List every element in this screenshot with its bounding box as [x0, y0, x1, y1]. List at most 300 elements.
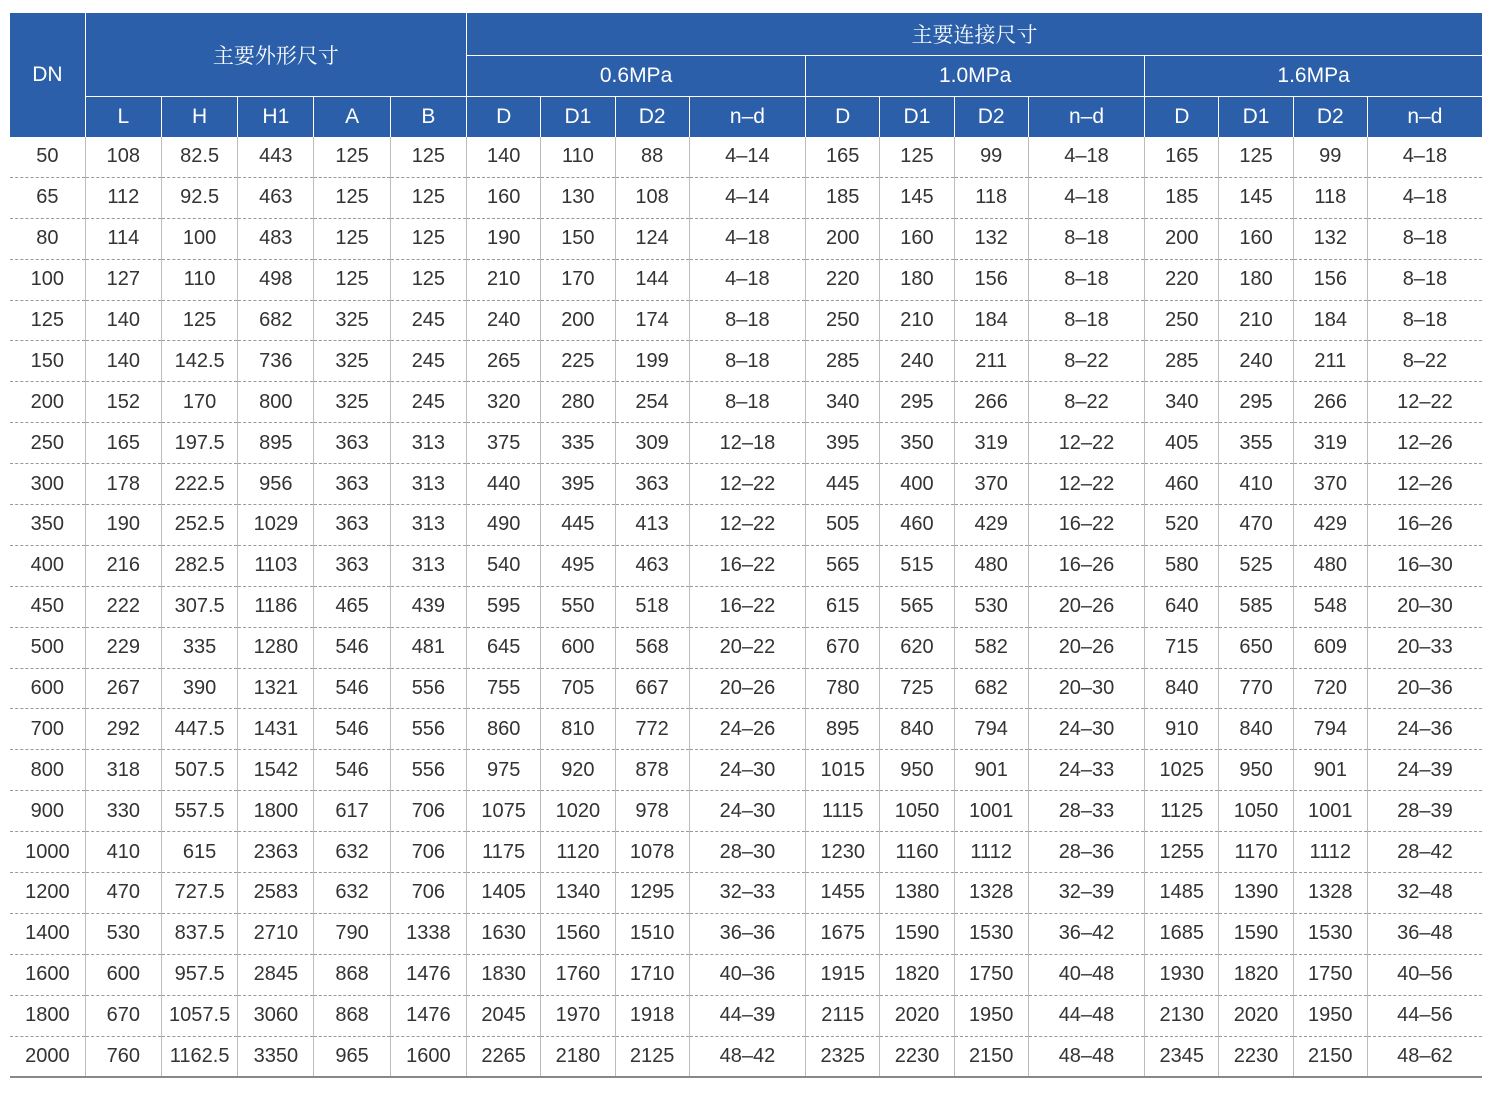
table-cell: 978 — [615, 791, 689, 832]
table-cell: 565 — [806, 545, 880, 586]
table-cell: 465 — [314, 586, 390, 627]
table-cell: 245 — [390, 341, 466, 382]
table-cell: 132 — [954, 218, 1028, 259]
table-cell: 2710 — [238, 913, 314, 954]
table-cell: 1230 — [806, 832, 880, 873]
table-cell: 1820 — [1219, 954, 1293, 995]
table-cell: 88 — [615, 137, 689, 177]
table-row — [10, 137, 1482, 177]
table-cell: 546 — [314, 709, 390, 750]
cell-dn: 350 — [10, 505, 85, 546]
table-cell: 443 — [238, 137, 314, 177]
table-cell: 1950 — [1293, 995, 1367, 1036]
table-header — [10, 13, 1482, 137]
table-cell: 8–18 — [1028, 218, 1144, 259]
table-cell: 670 — [85, 995, 161, 1036]
table-cell: 170 — [161, 382, 237, 423]
table-cell: 1830 — [467, 954, 541, 995]
table-cell: 1328 — [954, 873, 1028, 914]
cell-dn: 50 — [10, 137, 85, 177]
table-cell: 2230 — [880, 1036, 954, 1077]
table-cell: 99 — [954, 137, 1028, 177]
table-cell: 363 — [314, 505, 390, 546]
table-cell: 755 — [467, 668, 541, 709]
table-cell: 1560 — [541, 913, 615, 954]
table-cell: 124 — [615, 218, 689, 259]
table-row — [10, 259, 1482, 300]
table-cell: 210 — [467, 259, 541, 300]
table-cell: 313 — [390, 423, 466, 464]
table-cell: 1120 — [541, 832, 615, 873]
table-cell: 211 — [1293, 341, 1367, 382]
header-col-d1: D1 — [541, 97, 615, 138]
table-cell: 2583 — [238, 873, 314, 914]
table-cell: 2125 — [615, 1036, 689, 1077]
table-cell: 125 — [390, 259, 466, 300]
table-cell: 1710 — [615, 954, 689, 995]
table-cell: 335 — [541, 423, 615, 464]
table-cell: 490 — [467, 505, 541, 546]
table-cell: 1590 — [1219, 913, 1293, 954]
table-cell: 682 — [954, 668, 1028, 709]
table-cell: 2345 — [1145, 1036, 1219, 1077]
table-cell: 810 — [541, 709, 615, 750]
table-cell: 99 — [1293, 137, 1367, 177]
table-cell: 245 — [390, 382, 466, 423]
table-cell: 1455 — [806, 873, 880, 914]
table-cell: 480 — [1293, 545, 1367, 586]
table-cell: 36–48 — [1367, 913, 1482, 954]
table-cell: 20–36 — [1367, 668, 1482, 709]
table-cell: 28–42 — [1367, 832, 1482, 873]
header-col-h: H — [161, 97, 237, 138]
table-cell: 760 — [85, 1036, 161, 1077]
table-cell: 4–18 — [1367, 177, 1482, 218]
table-cell: 24–33 — [1028, 750, 1144, 791]
table-cell: 307.5 — [161, 586, 237, 627]
table-row — [10, 832, 1482, 873]
table-cell: 8–18 — [1367, 300, 1482, 341]
table-cell: 200 — [541, 300, 615, 341]
table-cell: 112 — [85, 177, 161, 218]
table-cell: 12–26 — [1367, 464, 1482, 505]
table-cell: 330 — [85, 791, 161, 832]
cell-dn: 1600 — [10, 954, 85, 995]
header-col-d: D — [1145, 97, 1219, 138]
table-row — [10, 791, 1482, 832]
header-col-a: A — [314, 97, 390, 138]
table-cell: 950 — [1219, 750, 1293, 791]
table-row — [10, 668, 1482, 709]
table-cell: 530 — [85, 913, 161, 954]
table-cell: 600 — [85, 954, 161, 995]
table-cell: 100 — [161, 218, 237, 259]
header-col-n-d: n–d — [689, 97, 805, 138]
table-cell: 340 — [1145, 382, 1219, 423]
table-cell: 615 — [806, 586, 880, 627]
table-cell: 1050 — [1219, 791, 1293, 832]
table-cell: 185 — [1145, 177, 1219, 218]
table-cell: 1075 — [467, 791, 541, 832]
table-cell: 313 — [390, 464, 466, 505]
table-cell: 525 — [1219, 545, 1293, 586]
table-cell: 132 — [1293, 218, 1367, 259]
table-cell: 595 — [467, 586, 541, 627]
table-row — [10, 464, 1482, 505]
table-cell: 609 — [1293, 627, 1367, 668]
header-pressure-0-6: 0.6MPa — [467, 56, 806, 97]
table-cell: 901 — [954, 750, 1028, 791]
cell-dn: 80 — [10, 218, 85, 259]
table-cell: 140 — [85, 341, 161, 382]
table-cell: 160 — [1219, 218, 1293, 259]
table-cell: 165 — [1145, 137, 1219, 177]
table-cell: 12–22 — [1028, 464, 1144, 505]
table-cell: 800 — [238, 382, 314, 423]
table-cell: 1175 — [467, 832, 541, 873]
table-cell: 1328 — [1293, 873, 1367, 914]
table-cell: 1162.5 — [161, 1036, 237, 1077]
table-cell: 520 — [1145, 505, 1219, 546]
table-cell: 895 — [806, 709, 880, 750]
table-cell: 140 — [467, 137, 541, 177]
table-cell: 363 — [314, 464, 390, 505]
table-cell: 445 — [806, 464, 880, 505]
header-col-d1: D1 — [880, 97, 954, 138]
table-row — [10, 177, 1482, 218]
table-cell: 557.5 — [161, 791, 237, 832]
cell-dn: 65 — [10, 177, 85, 218]
table-row — [10, 300, 1482, 341]
cell-dn: 600 — [10, 668, 85, 709]
table-cell: 615 — [161, 832, 237, 873]
table-cell: 440 — [467, 464, 541, 505]
table-cell: 582 — [954, 627, 1028, 668]
header-dn: DN — [10, 13, 85, 137]
table-cell: 295 — [880, 382, 954, 423]
table-cell: 1125 — [1145, 791, 1219, 832]
table-cell: 32–48 — [1367, 873, 1482, 914]
table-cell: 1800 — [238, 791, 314, 832]
table-cell: 670 — [806, 627, 880, 668]
table-cell: 546 — [314, 627, 390, 668]
table-cell: 32–39 — [1028, 873, 1144, 914]
table-cell: 1170 — [1219, 832, 1293, 873]
table-cell: 309 — [615, 423, 689, 464]
table-cell: 125 — [390, 137, 466, 177]
table-cell: 580 — [1145, 545, 1219, 586]
table-cell: 110 — [541, 137, 615, 177]
table-cell: 174 — [615, 300, 689, 341]
table-cell: 48–42 — [689, 1036, 805, 1077]
table-cell: 1600 — [390, 1036, 466, 1077]
table-cell: 184 — [954, 300, 1028, 341]
table-cell: 840 — [1145, 668, 1219, 709]
table-cell: 160 — [880, 218, 954, 259]
table-cell: 190 — [467, 218, 541, 259]
table-cell: 410 — [1219, 464, 1293, 505]
table-cell: 250 — [806, 300, 880, 341]
table-cell: 1001 — [1293, 791, 1367, 832]
table-cell: 439 — [390, 586, 466, 627]
table-cell: 130 — [541, 177, 615, 218]
table-cell: 16–26 — [1028, 545, 1144, 586]
table-cell: 1112 — [954, 832, 1028, 873]
table-cell: 1510 — [615, 913, 689, 954]
table-cell: 1103 — [238, 545, 314, 586]
table-cell: 8–18 — [1028, 300, 1144, 341]
cell-dn: 2000 — [10, 1036, 85, 1077]
table-cell: 400 — [880, 464, 954, 505]
table-cell: 125 — [314, 137, 390, 177]
table-cell: 40–36 — [689, 954, 805, 995]
table-cell: 318 — [85, 750, 161, 791]
cell-dn: 500 — [10, 627, 85, 668]
table-cell: 265 — [467, 341, 541, 382]
table-cell: 682 — [238, 300, 314, 341]
table-cell: 229 — [85, 627, 161, 668]
table-cell: 706 — [390, 873, 466, 914]
table-row — [10, 709, 1482, 750]
table-cell: 40–48 — [1028, 954, 1144, 995]
table-cell: 705 — [541, 668, 615, 709]
table-cell: 965 — [314, 1036, 390, 1077]
table-cell: 837.5 — [161, 913, 237, 954]
table-cell: 460 — [1145, 464, 1219, 505]
table-cell: 108 — [615, 177, 689, 218]
table-cell: 1160 — [880, 832, 954, 873]
table-cell: 1530 — [1293, 913, 1367, 954]
table-cell: 363 — [314, 423, 390, 464]
table-cell: 1255 — [1145, 832, 1219, 873]
table-cell: 1029 — [238, 505, 314, 546]
cell-dn: 1800 — [10, 995, 85, 1036]
spec-table-container — [10, 13, 1482, 1078]
table-cell: 1675 — [806, 913, 880, 954]
table-cell: 405 — [1145, 423, 1219, 464]
table-cell: 2845 — [238, 954, 314, 995]
table-cell: 350 — [880, 423, 954, 464]
table-cell: 860 — [467, 709, 541, 750]
table-cell: 220 — [1145, 259, 1219, 300]
table-cell: 463 — [238, 177, 314, 218]
table-cell: 1750 — [954, 954, 1028, 995]
table-cell: 1057.5 — [161, 995, 237, 1036]
table-cell: 266 — [954, 382, 1028, 423]
table-cell: 8–18 — [1028, 259, 1144, 300]
table-cell: 254 — [615, 382, 689, 423]
table-row — [10, 750, 1482, 791]
table-cell: 250 — [1145, 300, 1219, 341]
table-cell: 125 — [390, 218, 466, 259]
table-cell: 285 — [806, 341, 880, 382]
header-col-n-d: n–d — [1028, 97, 1144, 138]
header-pressure-1-0: 1.0MPa — [806, 56, 1145, 97]
table-cell: 640 — [1145, 586, 1219, 627]
table-cell: 20–22 — [689, 627, 805, 668]
table-cell: 632 — [314, 832, 390, 873]
table-cell: 706 — [390, 791, 466, 832]
table-cell: 901 — [1293, 750, 1367, 791]
table-cell: 470 — [85, 873, 161, 914]
table-cell: 515 — [880, 545, 954, 586]
header-outline-dimensions: 主要外形尺寸 — [85, 13, 466, 97]
table-cell: 285 — [1145, 341, 1219, 382]
table-cell: 395 — [806, 423, 880, 464]
table-cell: 313 — [390, 505, 466, 546]
table-cell: 199 — [615, 341, 689, 382]
table-cell: 12–22 — [689, 505, 805, 546]
cell-dn: 150 — [10, 341, 85, 382]
table-cell: 16–26 — [1367, 505, 1482, 546]
table-cell: 1115 — [806, 791, 880, 832]
table-cell: 957.5 — [161, 954, 237, 995]
table-cell: 190 — [85, 505, 161, 546]
table-cell: 252.5 — [161, 505, 237, 546]
table-row — [10, 505, 1482, 546]
table-cell: 375 — [467, 423, 541, 464]
table-cell: 8–22 — [1028, 382, 1144, 423]
table-row — [10, 995, 1482, 1036]
table-cell: 48–48 — [1028, 1036, 1144, 1077]
table-cell: 36–36 — [689, 913, 805, 954]
table-cell: 144 — [615, 259, 689, 300]
cell-dn: 250 — [10, 423, 85, 464]
table-cell: 20–30 — [1028, 668, 1144, 709]
table-row — [10, 382, 1482, 423]
table-cell: 4–14 — [689, 137, 805, 177]
table-cell: 585 — [1219, 586, 1293, 627]
table-cell: 1915 — [806, 954, 880, 995]
header-col-n-d: n–d — [1367, 97, 1482, 138]
table-cell: 975 — [467, 750, 541, 791]
table-cell: 1542 — [238, 750, 314, 791]
table-cell: 480 — [954, 545, 1028, 586]
table-cell: 8–18 — [1367, 259, 1482, 300]
table-cell: 505 — [806, 505, 880, 546]
table-cell: 460 — [880, 505, 954, 546]
table-cell: 12–22 — [689, 464, 805, 505]
table-cell: 632 — [314, 873, 390, 914]
table-cell: 16–22 — [689, 586, 805, 627]
table-cell: 118 — [954, 177, 1028, 218]
cell-dn: 700 — [10, 709, 85, 750]
header-col-d2: D2 — [954, 97, 1028, 138]
cell-dn: 1400 — [10, 913, 85, 954]
table-cell: 24–30 — [1028, 709, 1144, 750]
table-cell: 36–42 — [1028, 913, 1144, 954]
table-cell: 556 — [390, 668, 466, 709]
table-cell: 3350 — [238, 1036, 314, 1077]
table-cell: 2020 — [880, 995, 954, 1036]
table-row — [10, 341, 1482, 382]
table-cell: 184 — [1293, 300, 1367, 341]
table-cell: 1321 — [238, 668, 314, 709]
table-cell: 16–22 — [1028, 505, 1144, 546]
table-cell: 568 — [615, 627, 689, 668]
table-cell: 24–26 — [689, 709, 805, 750]
table-cell: 20–26 — [1028, 627, 1144, 668]
table-cell: 1476 — [390, 954, 466, 995]
cell-dn: 450 — [10, 586, 85, 627]
table-cell: 185 — [806, 177, 880, 218]
table-cell: 216 — [85, 545, 161, 586]
table-cell: 1970 — [541, 995, 615, 1036]
table-cell: 28–36 — [1028, 832, 1144, 873]
header-col-d2: D2 — [615, 97, 689, 138]
cell-dn: 100 — [10, 259, 85, 300]
table-cell: 727.5 — [161, 873, 237, 914]
table-cell: 20–30 — [1367, 586, 1482, 627]
table-cell: 8–22 — [1367, 341, 1482, 382]
cell-dn: 1000 — [10, 832, 85, 873]
table-cell: 20–33 — [1367, 627, 1482, 668]
cell-dn: 125 — [10, 300, 85, 341]
cell-dn: 1200 — [10, 873, 85, 914]
table-row — [10, 1036, 1482, 1077]
table-cell: 4–18 — [1367, 137, 1482, 177]
table-cell: 2265 — [467, 1036, 541, 1077]
header-col-h1: H1 — [238, 97, 314, 138]
table-cell: 370 — [1293, 464, 1367, 505]
table-cell: 556 — [390, 709, 466, 750]
table-cell: 140 — [85, 300, 161, 341]
table-cell: 8–18 — [689, 382, 805, 423]
table-cell: 715 — [1145, 627, 1219, 668]
table-cell: 319 — [1293, 423, 1367, 464]
table-cell: 125 — [1219, 137, 1293, 177]
table-cell: 8–18 — [689, 341, 805, 382]
table-cell: 280 — [541, 382, 615, 423]
table-cell: 794 — [1293, 709, 1367, 750]
table-cell: 1020 — [541, 791, 615, 832]
table-cell: 1760 — [541, 954, 615, 995]
table-cell: 1590 — [880, 913, 954, 954]
table-cell: 4–14 — [689, 177, 805, 218]
table-cell: 1112 — [1293, 832, 1367, 873]
table-cell: 12–18 — [689, 423, 805, 464]
table-cell: 1295 — [615, 873, 689, 914]
table-cell: 556 — [390, 750, 466, 791]
table-cell: 325 — [314, 300, 390, 341]
table-cell: 546 — [314, 668, 390, 709]
table-cell: 3060 — [238, 995, 314, 1036]
table-cell: 200 — [1145, 218, 1219, 259]
cell-dn: 400 — [10, 545, 85, 586]
table-cell: 325 — [314, 341, 390, 382]
table-cell: 413 — [615, 505, 689, 546]
table-cell: 24–30 — [689, 791, 805, 832]
table-cell: 920 — [541, 750, 615, 791]
dimension-table — [10, 13, 1482, 1078]
table-cell: 197.5 — [161, 423, 237, 464]
table-cell: 313 — [390, 545, 466, 586]
table-cell: 292 — [85, 709, 161, 750]
table-cell: 770 — [1219, 668, 1293, 709]
table-cell: 180 — [880, 259, 954, 300]
table-cell: 8–18 — [689, 300, 805, 341]
table-cell: 2180 — [541, 1036, 615, 1077]
table-cell: 1630 — [467, 913, 541, 954]
table-cell: 878 — [615, 750, 689, 791]
table-cell: 620 — [880, 627, 954, 668]
table-cell: 28–30 — [689, 832, 805, 873]
table-cell: 463 — [615, 545, 689, 586]
cell-dn: 800 — [10, 750, 85, 791]
table-cell: 110 — [161, 259, 237, 300]
table-cell: 178 — [85, 464, 161, 505]
cell-dn: 900 — [10, 791, 85, 832]
